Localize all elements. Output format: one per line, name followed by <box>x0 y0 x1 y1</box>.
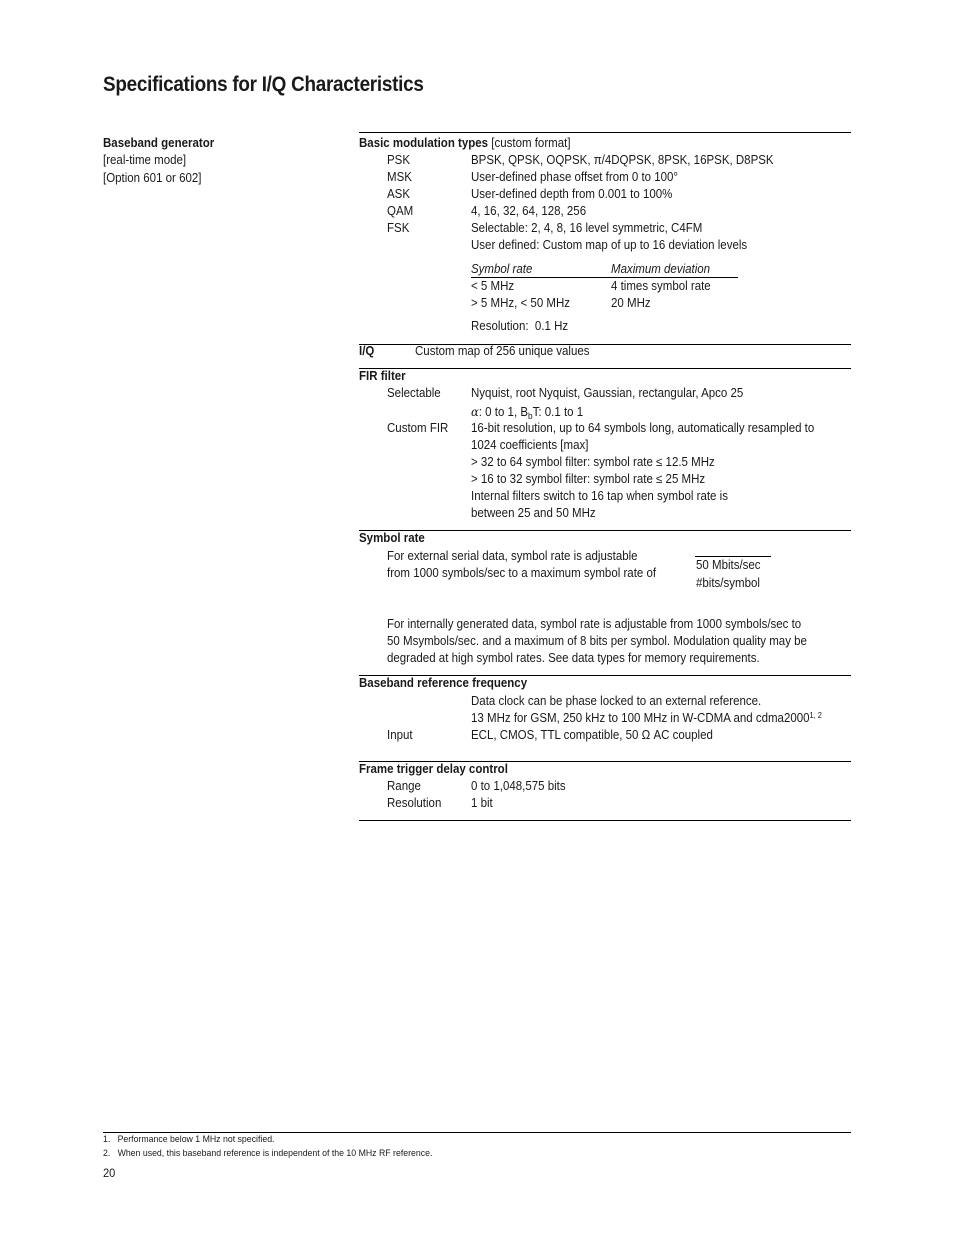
baseband-ref-input-value: ECL, CMOS, TTL compatible, 50 Ω AC coupled <box>471 728 713 742</box>
symbol-rate-external-line: For external serial data, symbol rate is adjustable <box>387 549 638 563</box>
divider <box>359 820 851 821</box>
modulation-value-ask: User-defined depth from 0.001 to 100% <box>471 187 673 201</box>
footnote-2: 2. When used, this baseband reference is independent of the 10 MHz RF reference. <box>103 1148 433 1159</box>
modulation-heading <box>359 135 571 152</box>
fir-custom-label: Custom FIR <box>387 421 449 435</box>
page-number: 20 <box>103 1166 116 1180</box>
fsk-table-cell: 20 MHz <box>611 296 651 310</box>
fir-bt-range: T: 0.1 to 1 <box>532 405 584 419</box>
divider <box>359 368 851 369</box>
alpha-symbol: α <box>471 404 479 419</box>
fir-selectable-label: Selectable <box>387 386 441 400</box>
modulation-value-psk: BPSK, QPSK, OQPSK, π/4DQPSK, 8PSK, 16PSK, D8PSK <box>471 153 774 167</box>
baseband-ref-input-label: Input <box>387 728 413 742</box>
page-title: Specifications for I/Q Characteristics <box>103 73 424 96</box>
footnote-rule <box>103 1132 851 1133</box>
fir-selectable-value: Nyquist, root Nyquist, Gaussian, rectangular, Apco 25 <box>471 386 744 400</box>
fsk-table-header-max-deviation: Maximum deviation <box>611 262 711 276</box>
fir-custom-line: > 32 to 64 symbol filter: symbol rate ≤ 12.5 MHz <box>471 455 715 469</box>
modulation-label-ask: ASK <box>387 187 411 201</box>
frame-trigger-heading: Frame trigger delay control <box>359 762 508 776</box>
section-heading-baseband-generator: Baseband generator <box>103 136 215 150</box>
fsk-table-header-symbol-rate: Symbol rate <box>471 262 533 276</box>
fir-custom-line: > 16 to 32 symbol filter: symbol rate ≤ 25 MHz <box>471 472 706 486</box>
baseband-ref-line2-text: 13 MHz for GSM, 250 kHz to 100 MHz in W-CDMA and cdma2000 <box>471 711 810 725</box>
fsk-table-cell: > 5 MHz, < 50 MHz <box>471 296 571 310</box>
iq-heading: I/Q <box>359 344 375 358</box>
modulation-label-fsk: FSK <box>387 221 410 235</box>
baseband-ref-line: Data clock can be phase locked to an external reference. <box>471 694 762 708</box>
frame-trigger-value-range: 0 to 1,048,575 bits <box>471 779 566 793</box>
modulation-label-psk: PSK <box>387 153 411 167</box>
baseband-ref-line <box>471 710 822 727</box>
modulation-label-msk: MSK <box>387 170 412 184</box>
fraction-denominator: #bits/symbol <box>696 576 760 590</box>
modulation-value-fsk-custom: User defined: Custom map of up to 16 deviation levels <box>471 238 748 252</box>
divider <box>359 132 851 133</box>
left-note-2: [Option 601 or 602] <box>103 171 202 185</box>
fraction-numerator: 50 Mbits/sec <box>696 558 761 572</box>
fsk-resolution: Resolution: 0.1 Hz <box>471 319 569 333</box>
frame-trigger-label-resolution: Resolution <box>387 796 442 810</box>
symbol-rate-internal-line: 50 Msymbols/sec. and a maximum of 8 bits per symbol. Modulation quality may be <box>387 634 807 648</box>
modulation-heading-bold: Basic modulation types <box>359 136 489 150</box>
fir-custom-line: between 25 and 50 MHz <box>471 506 596 520</box>
iq-value: Custom map of 256 unique values <box>415 344 590 358</box>
fir-selectable-alpha <box>471 403 583 421</box>
frame-trigger-label-range: Range <box>387 779 421 793</box>
footnote-1: 1. Performance below 1 MHz not specified. <box>103 1134 275 1145</box>
modulation-value-qam: 4, 16, 32, 64, 128, 256 <box>471 204 587 218</box>
left-note-1: [real-time mode] <box>103 153 187 167</box>
baseband-ref-heading: Baseband reference frequency <box>359 676 528 690</box>
fir-bt-subscript: b <box>528 411 533 421</box>
symbol-rate-heading: Symbol rate <box>359 531 425 545</box>
symbol-rate-internal-line: For internally generated data, symbol rate is adjustable from 1000 symbols/sec to <box>387 617 802 631</box>
footnote-ref: 1, 2 <box>809 711 822 720</box>
modulation-value-msk: User-defined phase offset from 0 to 100° <box>471 170 679 184</box>
fsk-table-cell: 4 times symbol rate <box>611 279 711 293</box>
divider <box>359 530 851 531</box>
fir-alpha-range: : 0 to 1, B <box>478 405 529 419</box>
fsk-table-cell: < 5 MHz <box>471 279 515 293</box>
symbol-rate-internal-line: degraded at high symbol rates. See data types for memory requirements. <box>387 651 760 665</box>
modulation-label-qam: QAM <box>387 204 414 218</box>
symbol-rate-external-line: from 1000 symbols/sec to a maximum symbol rate of <box>387 566 657 580</box>
fir-custom-line: 16-bit resolution, up to 64 symbols long, automatically resampled to <box>471 421 815 435</box>
fir-heading: FIR filter <box>359 369 406 383</box>
modulation-value-fsk: Selectable: 2, 4, 8, 16 level symmetric, C4FM <box>471 221 703 235</box>
frame-trigger-value-resolution: 1 bit <box>471 796 493 810</box>
fir-custom-line: 1024 coefficients [max] <box>471 438 589 452</box>
fir-custom-line: Internal filters switch to 16 tap when symbol rate is <box>471 489 728 503</box>
modulation-heading-rest: [custom format] <box>488 136 571 150</box>
